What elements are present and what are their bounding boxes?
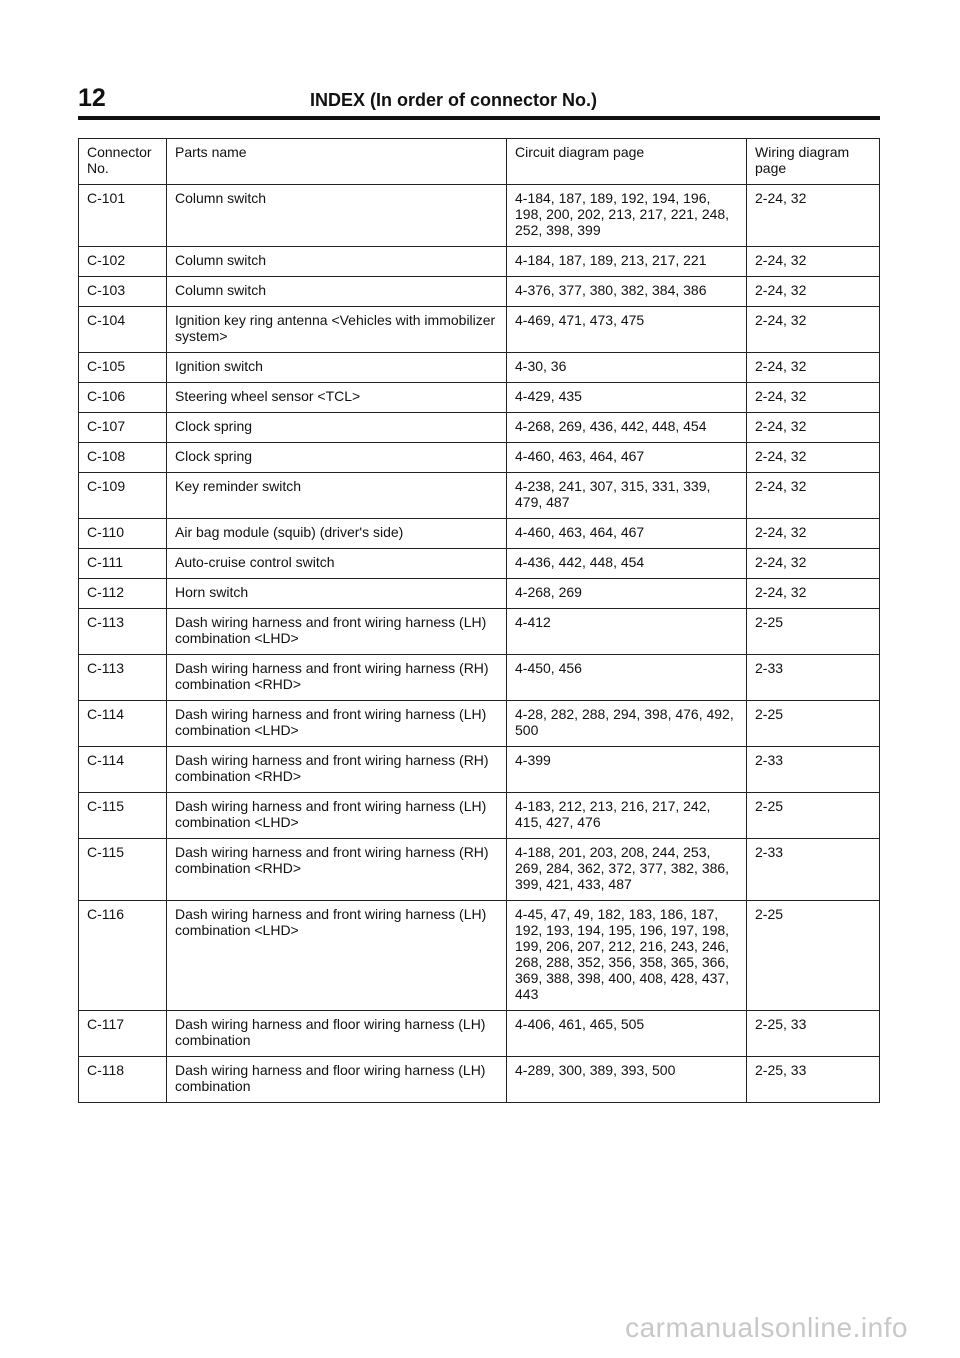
parts-name-cell: Ignition switch — [167, 353, 507, 383]
parts-name-cell: Key reminder switch — [167, 473, 507, 519]
wiring-page-cell: 2-25 — [747, 609, 880, 655]
table-row — [79, 901, 880, 1011]
parts-name-cell: Ignition key ring antenna <Vehicles with immobilizer system> — [167, 307, 507, 353]
table-row — [79, 383, 880, 413]
circuit-page-cell: 4-436, 442, 448, 454 — [507, 549, 747, 579]
wiring-page-cell: 2-24, 32 — [747, 185, 880, 247]
header-rule — [78, 116, 880, 120]
table-row — [79, 549, 880, 579]
parts-name-cell: Dash wiring harness and front wiring harness (LH) combination <LHD> — [167, 793, 507, 839]
table-row — [79, 353, 880, 383]
circuit-page-cell: 4-429, 435 — [507, 383, 747, 413]
circuit-page-cell: 4-406, 461, 465, 505 — [507, 1011, 747, 1057]
column-header-parts-name: Parts name — [167, 139, 507, 185]
connector-cell: C-117 — [79, 1011, 167, 1057]
parts-name-cell: Column switch — [167, 185, 507, 247]
parts-name-cell: Dash wiring harness and front wiring harness (LH) combination <LHD> — [167, 701, 507, 747]
connector-cell: C-113 — [79, 655, 167, 701]
parts-name-cell: Dash wiring harness and front wiring harness (RH) combination <RHD> — [167, 747, 507, 793]
connector-cell: C-102 — [79, 247, 167, 277]
connector-cell: C-115 — [79, 839, 167, 901]
parts-name-cell: Air bag module (squib) (driver's side) — [167, 519, 507, 549]
wiring-page-cell: 2-24, 32 — [747, 579, 880, 609]
table-row — [79, 793, 880, 839]
watermark: carmanualsonline.info — [625, 1312, 908, 1343]
connector-cell: C-113 — [79, 609, 167, 655]
table-row — [79, 839, 880, 901]
wiring-page-cell: 2-33 — [747, 655, 880, 701]
table-row — [79, 247, 880, 277]
connector-cell: C-110 — [79, 519, 167, 549]
connector-cell: C-111 — [79, 549, 167, 579]
connector-cell: C-114 — [79, 747, 167, 793]
table-row — [79, 519, 880, 549]
column-header-circuit-page: Circuit diagram page — [507, 139, 747, 185]
wiring-page-cell: 2-24, 32 — [747, 353, 880, 383]
wiring-page-cell: 2-24, 32 — [747, 413, 880, 443]
wiring-page-cell: 2-24, 32 — [747, 307, 880, 353]
circuit-page-cell: 4-268, 269, 436, 442, 448, 454 — [507, 413, 747, 443]
table-row — [79, 185, 880, 247]
circuit-page-cell: 4-460, 463, 464, 467 — [507, 443, 747, 473]
table-header-row — [79, 139, 880, 185]
circuit-page-cell: 4-188, 201, 203, 208, 244, 253, 269, 284, 362, 372, 377, 382, 386, 399, 421, 433, 487 — [507, 839, 747, 901]
wiring-page-cell: 2-24, 32 — [747, 473, 880, 519]
connector-cell: C-109 — [79, 473, 167, 519]
table-row — [79, 473, 880, 519]
circuit-page-cell: 4-238, 241, 307, 315, 331, 339, 479, 487 — [507, 473, 747, 519]
connector-cell: C-112 — [79, 579, 167, 609]
circuit-page-cell: 4-469, 471, 473, 475 — [507, 307, 747, 353]
wiring-page-cell: 2-24, 32 — [747, 247, 880, 277]
connector-cell: C-116 — [79, 901, 167, 1011]
circuit-page-cell: 4-184, 187, 189, 192, 194, 196, 198, 200, 202, 213, 217, 221, 248, 252, 398, 399 — [507, 185, 747, 247]
table-row — [79, 277, 880, 307]
connector-cell: C-108 — [79, 443, 167, 473]
parts-name-cell: Clock spring — [167, 413, 507, 443]
circuit-page-cell: 4-45, 47, 49, 182, 183, 186, 187, 192, 193, 194, 195, 196, 197, 198, 199, 206, 207, 212, 216, 243, 246, 268, 288, 352, 356, 358, 365, 366, 369, 388, 398, 400, 408, 428, 437, 443 — [507, 901, 747, 1011]
column-header-connector: Connector No. — [79, 139, 167, 185]
circuit-page-cell: 4-450, 456 — [507, 655, 747, 701]
circuit-page-cell: 4-289, 300, 389, 393, 500 — [507, 1057, 747, 1103]
page-number: 12 — [78, 84, 106, 112]
wiring-page-cell: 2-24, 32 — [747, 519, 880, 549]
table-row — [79, 1057, 880, 1103]
wiring-page-cell: 2-24, 32 — [747, 443, 880, 473]
circuit-page-cell: 4-399 — [507, 747, 747, 793]
wiring-page-cell: 2-25, 33 — [747, 1011, 880, 1057]
table-row — [79, 1011, 880, 1057]
parts-name-cell: Dash wiring harness and front wiring harness (RH) combination <RHD> — [167, 655, 507, 701]
parts-name-cell: Steering wheel sensor <TCL> — [167, 383, 507, 413]
table-row — [79, 655, 880, 701]
wiring-page-cell: 2-25 — [747, 793, 880, 839]
connector-cell: C-107 — [79, 413, 167, 443]
wiring-page-cell: 2-25, 33 — [747, 1057, 880, 1103]
table-row — [79, 701, 880, 747]
parts-name-cell: Auto-cruise control switch — [167, 549, 507, 579]
connector-cell: C-105 — [79, 353, 167, 383]
wiring-page-cell: 2-33 — [747, 839, 880, 901]
parts-name-cell: Column switch — [167, 277, 507, 307]
wiring-page-cell: 2-25 — [747, 901, 880, 1011]
connector-cell: C-104 — [79, 307, 167, 353]
circuit-page-cell: 4-376, 377, 380, 382, 384, 386 — [507, 277, 747, 307]
parts-name-cell: Dash wiring harness and floor wiring harness (LH) combination — [167, 1011, 507, 1057]
circuit-page-cell: 4-183, 212, 213, 216, 217, 242, 415, 427, 476 — [507, 793, 747, 839]
connector-cell: C-101 — [79, 185, 167, 247]
parts-name-cell: Clock spring — [167, 443, 507, 473]
connector-index-table — [78, 138, 880, 1103]
wiring-page-cell: 2-24, 32 — [747, 277, 880, 307]
table-row — [79, 579, 880, 609]
connector-cell: C-118 — [79, 1057, 167, 1103]
circuit-page-cell: 4-268, 269 — [507, 579, 747, 609]
table-row — [79, 413, 880, 443]
parts-name-cell: Dash wiring harness and front wiring harness (LH) combination <LHD> — [167, 901, 507, 1011]
circuit-page-cell: 4-460, 463, 464, 467 — [507, 519, 747, 549]
circuit-page-cell: 4-412 — [507, 609, 747, 655]
connector-cell: C-114 — [79, 701, 167, 747]
wiring-page-cell: 2-33 — [747, 747, 880, 793]
wiring-page-cell: 2-24, 32 — [747, 549, 880, 579]
page-title: INDEX (In order of connector No.) — [310, 90, 598, 110]
parts-name-cell: Column switch — [167, 247, 507, 277]
table-row — [79, 609, 880, 655]
connector-cell: C-115 — [79, 793, 167, 839]
circuit-page-cell: 4-28, 282, 288, 294, 398, 476, 492, 500 — [507, 701, 747, 747]
connector-cell: C-103 — [79, 277, 167, 307]
wiring-page-cell: 2-25 — [747, 701, 880, 747]
column-header-wiring-page: Wiring diagram page — [747, 139, 880, 185]
circuit-page-cell: 4-30, 36 — [507, 353, 747, 383]
parts-name-cell: Dash wiring harness and floor wiring harness (LH) combination — [167, 1057, 507, 1103]
parts-name-cell: Horn switch — [167, 579, 507, 609]
page-header — [78, 84, 880, 116]
parts-name-cell: Dash wiring harness and front wiring harness (RH) combination <RHD> — [167, 839, 507, 901]
table-row — [79, 747, 880, 793]
circuit-page-cell: 4-184, 187, 189, 213, 217, 221 — [507, 247, 747, 277]
table-row — [79, 443, 880, 473]
wiring-page-cell: 2-24, 32 — [747, 383, 880, 413]
parts-name-cell: Dash wiring harness and front wiring harness (LH) combination <LHD> — [167, 609, 507, 655]
connector-cell: C-106 — [79, 383, 167, 413]
table-row — [79, 307, 880, 353]
